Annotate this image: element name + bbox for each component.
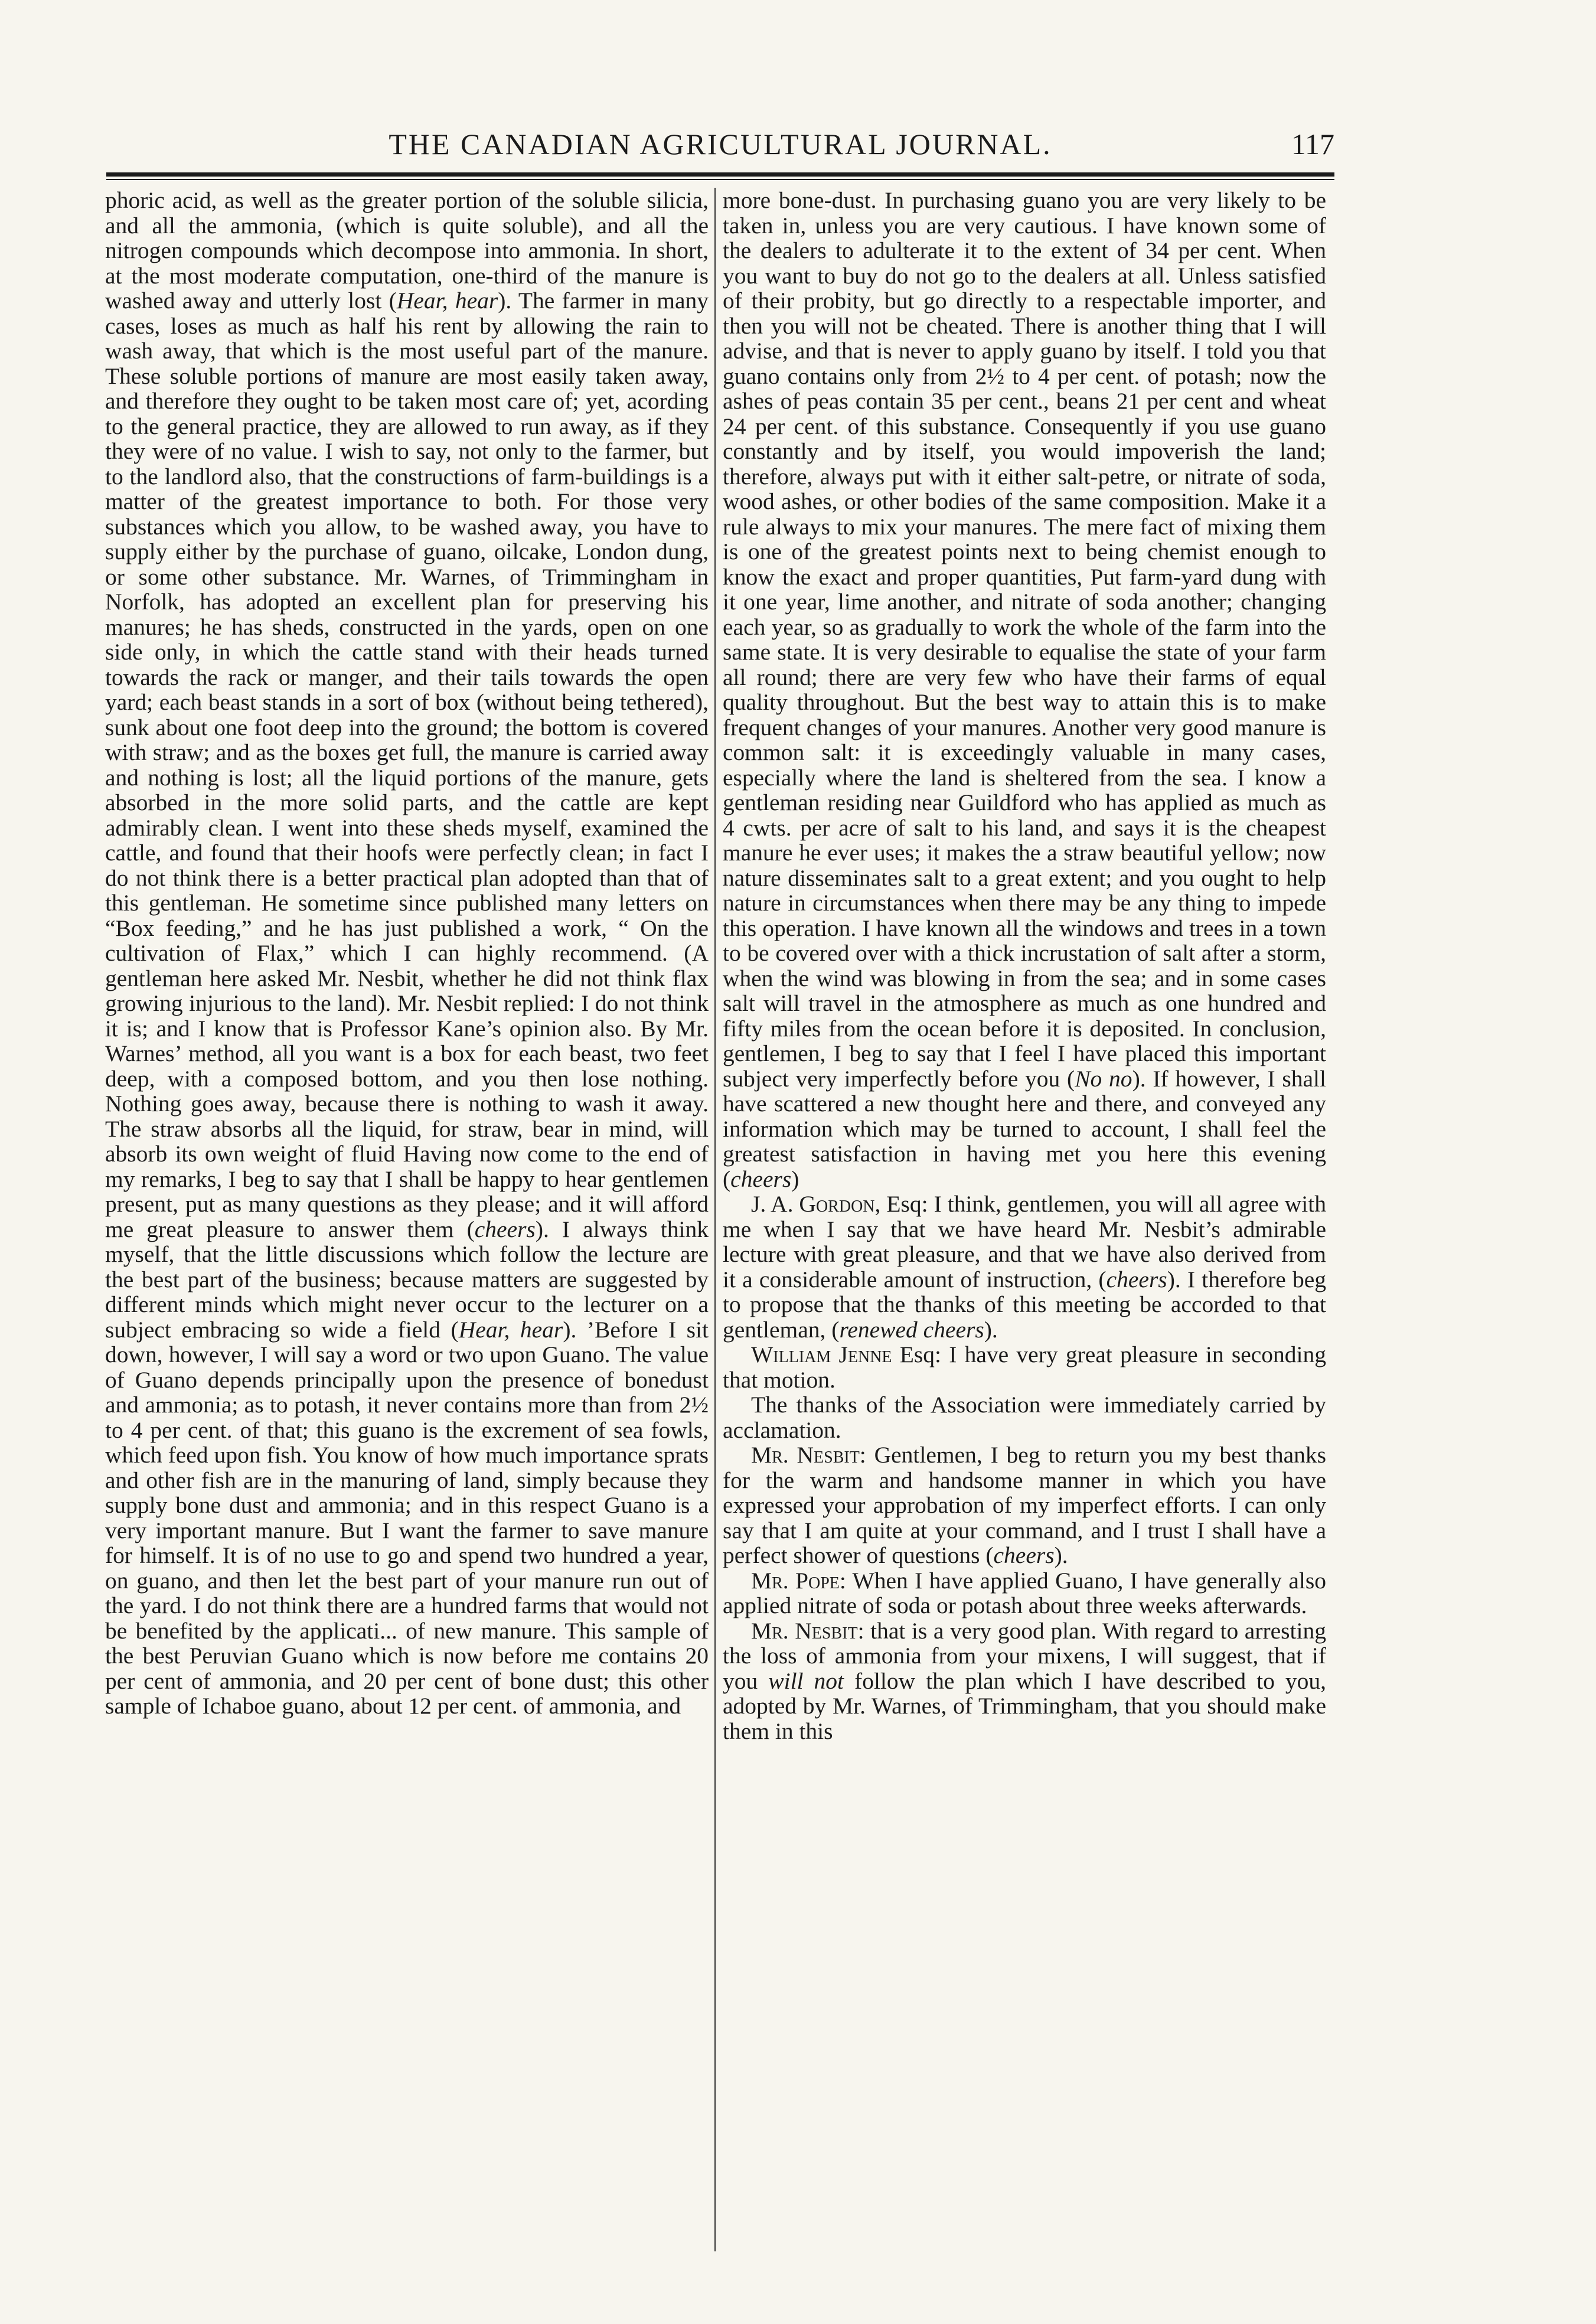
text-italic: Hear, hear (396, 288, 498, 314)
paragraph (723, 1442, 1326, 1568)
text: : When I have applied Guano, I have generally also applied nitrate of soda or potash about three weeks afterwards. (723, 1567, 1326, 1618)
text: ). If however, I shall have scattered a new thought here and there, and conveyed any information which may be turned to account, I shall feel the greatest satisfaction in having met you here this evening ( (723, 1065, 1326, 1192)
text: Esq: I have very great pleasure in seconding that motion. (723, 1341, 1326, 1393)
page-header (106, 127, 1334, 168)
text: more bone-dust. In purchasing guano you are very likely to be taken in, unless you are very cautious. I have known some of the dealers to adulterate it to the extent of 34 per cent. When you want to buy do not go to the dealers at all. Unless satisfied of their probity, but go directly to a respectable importer, and then you will not be cheated. There is another thing that I will advise, and that is never to apply guano by itself. I told you that guano contains only from 2½ to 4 per cent. of potash; now the ashes of peas contain 35 per cent., beans 21 per cent and wheat 24 per cent. of this substance. Consequently if you use guano constantly and by itself, you would impoverish the land; therefore, always put with it either salt-petre, or nitrate of soda, wood ashes, or other bodies of the same composition. Make it a rule always to mix your manures. The mere fact of mixing them is one of the greatest points next to being chemist enough to know the exact and proper quantities, Put farm-yard dung with it one year, lime another, and nitrate of soda another; changing each year, so as gradually to work the whole of the farm into the same state. It is very desirable to equalise the state of your farm all round; there are very few who have their farms of equal quality throughout. But the best way to attain this is to make frequent changes of your manures. Another very good manure is common salt: it is exceedingly valuable in many cases, especially where the land is sheltered from the sea. I know a gentleman residing near Guildford who has applied as much as 4 cwts. per acre of salt to his land, and says it is the cheapest manure he ever uses; it makes the a straw beautiful yellow; now nature disseminates salt to a great extent; and you ought to help nature in circumstances when there may be any thing to impede this operation. I have known all the windows and trees in a town to be covered over with a thick incrustation of salt after a storm, when the wind was blowing in from the sea; and in some cases salt will travel in the atmosphere as much as one hundred and fifty miles from the ocean before it is deposited. In conclusion, gentlemen, I beg to say that I feel I have placed this important subject very imperfectly before you ( (723, 188, 1326, 1092)
header-rule (106, 172, 1334, 177)
paragraph (723, 1392, 1326, 1442)
speaker-name: J. A. Gordon (751, 1191, 875, 1217)
speaker-name: Mr. Nesbit (751, 1617, 858, 1644)
text: ) (791, 1166, 799, 1192)
text: ). ’Before I sit down, however, I will say a word or two upon Guano. The value of Guano depends principally upon the presence of bonedust and ammonia; as to potash, it never contains more than from 2½ to 4 per cent. of that; this guano is the excrement of sea fowls, which feed upon fish. You know of how much importance sprats and other fish are in the manuring of land, simply because they supply bone dust and ammonia; and in this respect Guano is a very important manure. But I want the farmer to save manure for himself. It is of no use to go and spend two hundred a year, on guano, and then let the best part of your manure run out of the yard. I do not think there are a hundred farms that would not be benefited by the applicati... of new manure. This sample of the best Peruvian Guano which is now before me contains 20 per cent of ammonia, and 20 per cent of bone dust; this other sample of Ichaboe guano, about 12 per cent. of ammonia, and (105, 1316, 709, 1719)
text: phoric acid, as well as the greater portion of the soluble silicia, and all the ammonia, (which is quite soluble), and all the nitrogen compounds which decompose into ammonia. In short, at the most moderate computation, one-third of the manure is washed away and utterly lost ( (105, 188, 709, 314)
text-italic: cheers (1106, 1266, 1167, 1292)
paragraph (105, 188, 709, 1719)
speaker-name: William Jenne (751, 1341, 892, 1367)
text: The thanks of the Association were immediately carried by acclamation. (723, 1392, 1326, 1443)
paragraph (723, 1618, 1326, 1744)
text: ). (984, 1316, 998, 1343)
paragraph (723, 1342, 1326, 1392)
column-divider (714, 188, 716, 2251)
text: , Esq: I think, gentlemen, you will all agree with me when I say that we have heard Mr. Nesbit’s admirable lecture with great pleasure, and that we have also derived from it a considerable amount of instruction, ( (723, 1191, 1326, 1292)
text-italic: cheers (474, 1216, 536, 1242)
right-column (723, 188, 1326, 2260)
text: : Gentlemen, I beg to return you my best thanks for the warm and handsome manner in which you have expressed your approbation of my imperfect efforts. I can only say that I am quite at your command, and I trust I shall have a perfect shower of questions ( (723, 1442, 1326, 1568)
text-italic: Hear, hear (458, 1316, 563, 1343)
text-italic: renewed cheers (839, 1316, 984, 1343)
page-number: 117 (1291, 128, 1334, 161)
running-title: THE CANADIAN AGRICULTURAL JOURNAL. (389, 128, 1052, 161)
header-rule-thin (106, 179, 1334, 180)
text: ). (1054, 1542, 1068, 1568)
text-italic: No no (1075, 1065, 1132, 1092)
paragraph (723, 1568, 1326, 1618)
text: follow the plan which I have described to you, adopted by Mr. Warnes, of Trimmingham, that you should make them in this (723, 1667, 1326, 1744)
text: : that is a very good plan. With regard to arresting the loss of ammonia from your mixens, I will suggest, that if you (723, 1617, 1326, 1694)
text-italic: will not (768, 1667, 844, 1694)
text-italic: cheers (993, 1542, 1055, 1568)
left-column (105, 188, 709, 2260)
speaker-name: Mr. Pope (751, 1567, 840, 1594)
text: ). The farmer in many cases, loses as much as half his rent by allowing the rain to wash away, that which is the most useful part of the manure. These soluble portions of manure are most easily taken away, and therefore they ought to be taken most care of; yet, acording to the general practice, they are allowed to run away, as if they they were of no value. I wish to say, not only to the farmer, but to the landlord also, that the constructions of farm-buildings is a matter of the greatest importance to both. For those very substances which you allow, to be washed away, you have to supply either by the purchase of guano, oilcake, London dung, or some other substance. Mr. Warnes, of Trimmingham in Norfolk, has adopted an excellent plan for preserving his manures; he has sheds, constructed in the yards, open on one side only, in which the cattle stand with their heads turned towards the rack or manger, and their tails towards the open yard; each beast stands in a sort of box (without being tethered), sunk about one foot deep into the ground; the bottom is covered with straw; and as the boxes get full, the manure is carried away and nothing is lost; all the liquid portions of the manure, gets absorbed in the more solid parts, and the cattle are kept admirably clean. I went into these sheds myself, examined the cattle, and found that their hoofs were perfectly clean; in fact I do not think there is a better practical plan adopted than that of this gentleman. He sometime since published many letters on “Box feeding,” and he has just published a work, “ On the cultivation of Flax,” which I can highly recommend. (A gentleman here asked Mr. Nesbit, whether he did not think flax growing injurious to the land). Mr. Nesbit replied: I do not think it is; and I know that is Professor Kane’s opinion also. By Mr. Warnes’ method, all you want is a box for each beast, two feet deep, with a composed bottom, and you then lose nothing. Nothing goes away, because there is nothing to wash it away. The straw absorbs all the liquid, for straw, bear in mind, will absorb its own weight of fluid Having now come to the end of my remarks, I beg to say that I shall be happy to hear gentlemen present, put as many questions as they please; and it will afford me great pleasure to answer them ( (105, 288, 709, 1242)
text-italic: cheers (730, 1166, 792, 1192)
text: ). I always think myself, that the little discussions which follow the lecture are the best part of the business; because matters are suggested by different minds which might never occur to the lecturer on a subject embracing so wide a field ( (105, 1216, 709, 1343)
text: ). I therefore beg to propose that the thanks of this meeting be accorded to that gentleman, ( (723, 1266, 1326, 1343)
paragraph (723, 1192, 1326, 1342)
speaker-name: Mr. Nesbit (751, 1442, 860, 1468)
paragraph (723, 188, 1326, 1192)
